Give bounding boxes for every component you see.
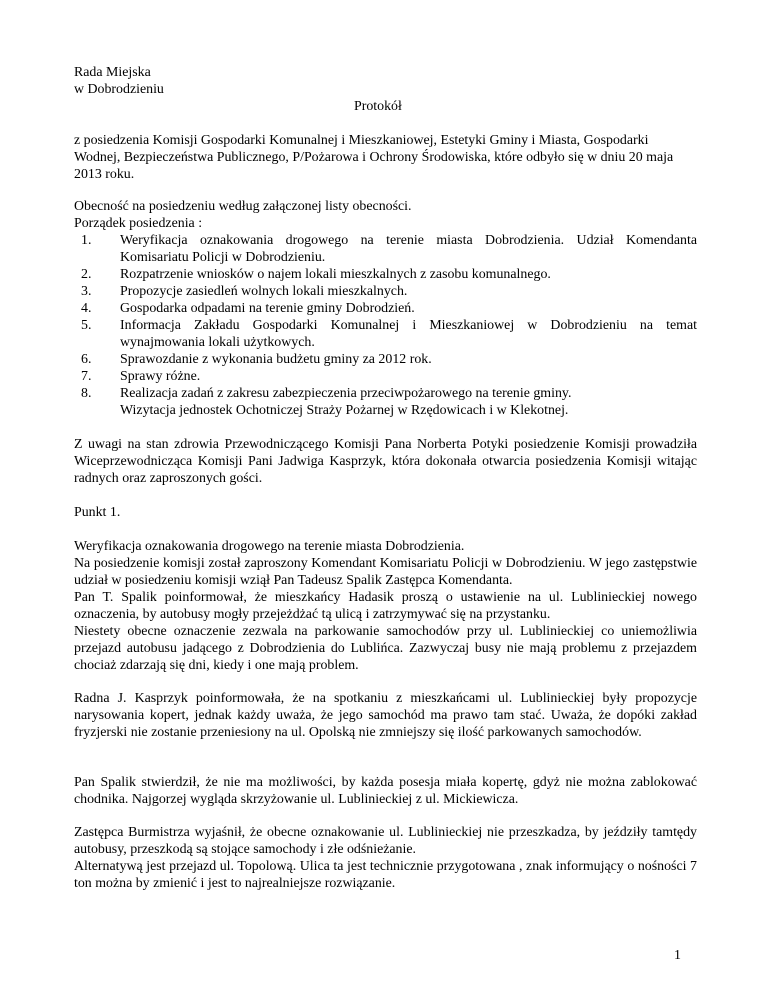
point-1-section — [74, 538, 697, 674]
council-header — [74, 64, 697, 98]
agenda-item-number: 1. — [81, 233, 92, 248]
page-number: 1 — [674, 948, 681, 963]
document-title: Protokół — [354, 99, 402, 114]
agenda-item-text: Sprawy różne. — [120, 369, 201, 384]
point-1-paragraph: Pan T. Spalik poinformował, że mieszkańcy Hadasik proszą o ustawienie na ul. Lublinieckiej nowego oznaczenia, by autobusy mogły przejeżdżać tą ulicą i zatrzymywać się na przystanku. — [74, 590, 697, 622]
agenda-item-text: Weryfikacja oznakowania drogowego na terenie miasta Dobrodzienia. Udział Komendanta Komisariatu Policji w Dobrodzieniu. — [120, 233, 697, 265]
agenda-item — [74, 266, 697, 283]
agenda-item-text: Informacja Zakładu Gospodarki Komunalnej i Mieszkaniowej w Dobrodzieniu na temat wynajmowania lokali użytkowych. — [120, 318, 697, 350]
point-1-label: Punkt 1. — [74, 505, 121, 520]
agenda-item-text: Rozpatrzenie wniosków o najem lokali mieszkalnych z zasobu komunalnego. — [120, 267, 551, 282]
point-1-subject: Weryfikacja oznakowania drogowego na terenie miasta Dobrodzienia. — [74, 539, 465, 554]
agenda-item — [74, 317, 697, 351]
council-location: w Dobrodzieniu — [74, 82, 164, 97]
deputy-mayor-paragraph: Alternatywą jest przejazd ul. Topolową. Ulica ta jest technicznie przygotowana , znak informujący o nośności 7 ton można by zmienić i jest to najrealniejsze rozwiązanie. — [74, 859, 697, 891]
point-1-paragraph: Na posiedzenie komisji został zaproszony Komendant Komisariatu Policji w Dobrodzieniu. W jego zastępstwie udział w posiedzeniu komisji wziął Pan Tadeusz Spalik Zastępca Komendanta. — [74, 556, 697, 588]
agenda-item — [74, 300, 697, 317]
agenda-item-number: 6. — [81, 352, 92, 367]
agenda-item-number: 3. — [81, 284, 92, 299]
agenda-item-text: Propozycje zasiedleń wolnych lokali mieszkalnych. — [120, 284, 408, 299]
agenda-item-number: 2. — [81, 267, 92, 282]
point-1-paragraph: Niestety obecne oznaczenie zezwala na parkowanie samochodów przy ul. Lublinieckiej co uniemożliwia przejazd autobusu jadącego z Dobrodzienia do Lublińca. Zazwyczaj busy nie mają problemu z przejazdem chociaż zdarzają się dni, kiedy i one mają problem. — [74, 624, 697, 673]
agenda-item — [74, 232, 697, 266]
agenda-item — [74, 385, 697, 419]
agenda-item-number: 5. — [81, 318, 92, 333]
deputy-mayor-paragraph: Zastępca Burmistrza wyjaśnił, że obecne oznakowanie ul. Lublinieckiej nie przeszkadza, by jeździły tamtędy autobusy, przeszkodą są stojące samochody i złe odśnieżanie. — [74, 825, 697, 857]
kasprzyk-paragraph: Radna J. Kasprzyk poinformowała, że na spotkaniu z mieszkańcami ul. Lublinieckiej były propozycje narysowania kopert, jednak każdy uważa, że jego samochód ma prawo tam stać. Uważa, że dopóki zakład fryzjerski nie zostanie przeniesiony na ul. Opolską nie zmniejszy się ilość parkowanych samochodów. — [74, 691, 697, 740]
attendance-section — [74, 198, 697, 232]
attendance-note: Obecność na posiedzeniu według załączonej listy obecności. — [74, 199, 412, 214]
agenda-item — [74, 283, 697, 300]
agenda-item-text: Gospodarka odpadami na terenie gminy Dobrodzień. — [120, 301, 415, 316]
agenda-item — [74, 368, 697, 385]
agenda-item-number: 7. — [81, 369, 92, 384]
council-name: Rada Miejska — [74, 65, 151, 80]
agenda-item-text: Sprawozdanie z wykonania budżetu gminy za 2012 rok. — [120, 352, 432, 367]
agenda-item-number: 4. — [81, 301, 92, 316]
agenda-item-number: 8. — [81, 386, 92, 401]
opening-paragraph: Z uwagi na stan zdrowia Przewodniczącego Komisji Pana Norberta Potyki posiedzenie Komisji prowadziła Wiceprzewodnicząca Komisji Pani Jadwiga Kasprzyk, która dokonała otwarcia posiedzenia Komisji witając radnych oraz zaproszonych gości. — [74, 437, 697, 486]
agenda-list — [74, 232, 697, 419]
spalik-paragraph: Pan Spalik stwierdził, że nie ma możliwości, by każda posesja miała kopertę, gdyż nie można zablokować chodnika. Najgorzej wygląda skrzyżowanie ul. Lublinieckiej z ul. Mickiewicza. — [74, 775, 697, 807]
intro-paragraph: z posiedzenia Komisji Gospodarki Komunalnej i Mieszkaniowej, Estetyki Gminy i Miasta, Gospodarki Wodnej, Bezpieczeństwa Publicznego, P/Pożarowa i Ochrony Środowiska, które odbyło się w dniu 20 maja 2013 roku. — [74, 133, 674, 182]
agenda-item — [74, 351, 697, 368]
deputy-mayor-section — [74, 824, 697, 892]
agenda-item-text: Realizacja zadań z zakresu zabezpieczenia przeciwpożarowego na terenie gminy. — [120, 386, 572, 401]
agenda-item-text-continued: Wizytacja jednostek Ochotniczej Straży Pożarnej w Rzędowicach i w Klekotnej. — [120, 403, 569, 418]
agenda-heading: Porządek posiedzenia : — [74, 216, 203, 231]
